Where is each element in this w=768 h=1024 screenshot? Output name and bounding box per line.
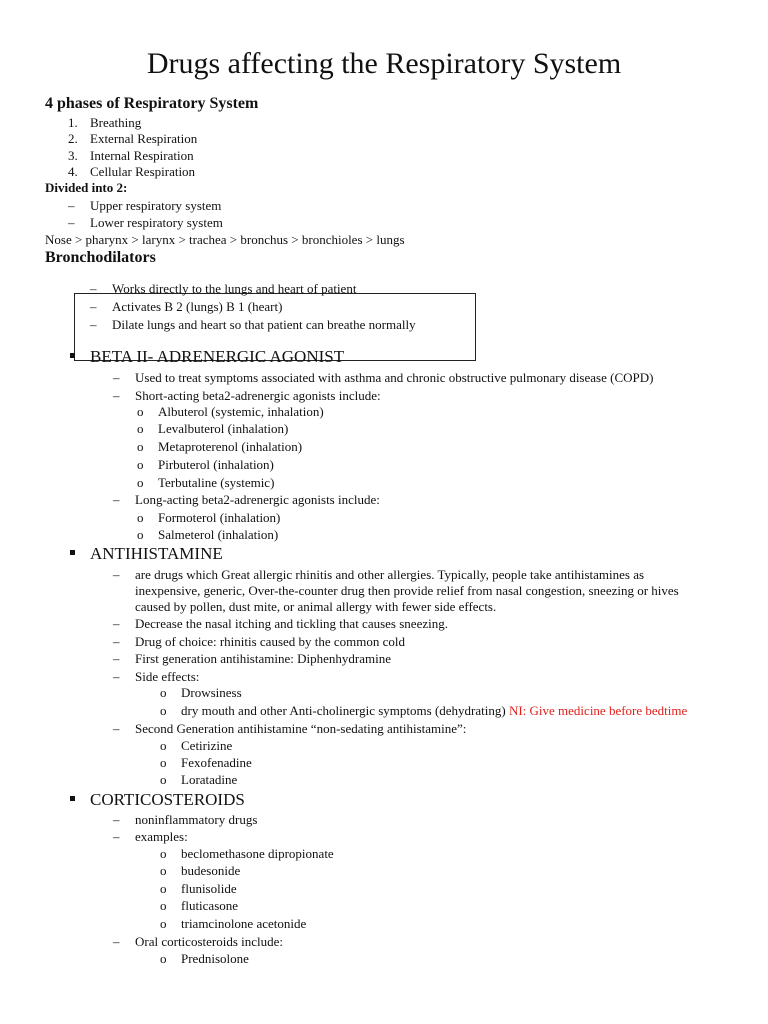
side-effect-item [181,702,687,719]
divided-item: Lower respiratory system [90,215,223,230]
circle-marker: o [160,738,167,753]
side-effect-item: Drowsiness [181,685,242,700]
dash-marker: – [113,651,120,666]
dash-marker: – [113,721,120,736]
circle-marker: o [160,881,167,896]
phases-heading: 4 phases of Respiratory System [45,95,259,112]
short-acting-item: Terbutaline (systemic) [158,475,275,490]
dash-marker: – [113,567,120,582]
circle-marker: o [160,846,167,861]
bronchodilator-item: Dilate lungs and heart so that patient can breathe normally [112,317,416,332]
circle-marker: o [137,475,144,490]
beta-use: Used to treat symptoms associated with asthma and chronic obstructive pulmonary disease (COPD) [135,370,654,385]
phase-item: Internal Respiration [90,148,194,163]
dash-marker: – [90,281,97,296]
square-bullet [70,353,75,358]
dash-marker: – [113,634,120,649]
dash-marker: – [113,934,120,949]
phase-num: 3. [68,148,78,163]
square-bullet [70,796,75,801]
dash-marker: – [113,388,120,403]
antihistamine-heading: ANTIHISTAMINE [90,544,223,563]
circle-marker: o [160,916,167,931]
side-effects-label: Side effects: [135,669,200,684]
corticosteroid-example: triamcinolone acetonide [181,916,307,931]
antihistamine-desc-line: caused by pollen, dust mite, or animal allergy with fewer side effects. [135,599,497,614]
circle-marker: o [160,898,167,913]
corticosteroid-example: fluticasone [181,898,239,913]
divided-heading: Divided into 2: [45,180,128,195]
circle-marker: o [160,863,167,878]
circle-marker: o [160,772,167,787]
circle-marker: o [160,951,167,966]
circle-marker: o [160,703,167,718]
nursing-note: NI: Give medicine before bedtime [508,703,688,718]
airway-path: Nose > pharynx > larynx > trachea > bronchus > bronchioles > lungs [45,232,405,247]
side-effect-text: dry mouth and other Anti-cholinergic symptoms (dehydrating) [181,703,509,718]
circle-marker: o [160,685,167,700]
bronchodilator-item: Works directly to the lungs and heart of patient [112,281,357,296]
phase-item: External Respiration [90,131,198,146]
square-bullet [70,550,75,555]
dash-marker: – [113,616,120,631]
long-acting-label: Long-acting beta2-adrenergic agonists include: [135,492,380,507]
corticosteroid-item: noninflammatory drugs [135,812,258,827]
corticosteroid-example: beclomethasone dipropionate [181,846,334,861]
corticosteroids-heading: CORTICOSTEROIDS [90,790,245,809]
corticosteroid-example: flunisolide [181,881,237,896]
phase-num: 2. [68,131,78,146]
dash-marker: – [90,299,97,314]
dash-marker: – [68,198,75,213]
antihistamine-item: Drug of choice: rhinitis caused by the common cold [135,634,406,649]
antihistamine-item: Decrease the nasal itching and tickling that causes sneezing. [135,616,448,631]
short-acting-item: Albuterol (systemic, inhalation) [158,404,324,419]
page-title: Drugs affecting the Respiratory System [146,47,622,80]
dash-marker: – [113,492,120,507]
dash-marker: – [113,812,120,827]
circle-marker: o [137,404,144,419]
oral-corticosteroid-item: Prednisolone [181,951,249,966]
antihistamine-desc-line: are drugs which Great allergic rhinitis and other allergies. Typically, people take antihistamines as [135,567,645,582]
second-gen-item: Loratadine [181,772,238,787]
circle-marker: o [137,457,144,472]
dash-marker: – [113,829,120,844]
circle-marker: o [137,439,144,454]
phase-num: 4. [68,164,78,179]
short-acting-item: Pirbuterol (inhalation) [158,457,274,472]
circle-marker: o [137,527,144,542]
phase-num: 1. [68,115,78,130]
circle-marker: o [160,755,167,770]
antihistamine-item: First generation antihistamine: Diphenhydramine [135,651,391,666]
circle-marker: o [137,510,144,525]
second-gen-label: Second Generation antihistamine “non-sedating antihistamine”: [135,721,467,736]
short-acting-item: Levalbuterol (inhalation) [158,421,289,436]
second-gen-item: Cetirizine [181,738,233,753]
dash-marker: – [90,317,97,332]
short-acting-item: Metaproterenol (inhalation) [158,439,303,454]
phase-item: Cellular Respiration [90,164,196,179]
corticosteroid-item: examples: [135,829,188,844]
antihistamine-desc-line: inexpensive, generic, Over-the-counter drug then provide relief from nasal congestion, sneezing or hives [135,583,679,598]
long-acting-item: Formoterol (inhalation) [158,510,281,525]
short-acting-label: Short-acting beta2-adrenergic agonists include: [135,388,381,403]
dash-marker: – [113,370,120,385]
oral-corticosteroids-label: Oral corticosteroids include: [135,934,284,949]
circle-marker: o [137,421,144,436]
second-gen-item: Fexofenadine [181,755,252,770]
dash-marker: – [113,669,120,684]
corticosteroid-example: budesonide [181,863,241,878]
beta-heading: BETA II- ADRENERGIC AGONIST [90,347,345,366]
bronchodilator-item: Activates B 2 (lungs) B 1 (heart) [112,299,283,314]
phase-item: Breathing [90,115,142,130]
dash-marker: – [68,215,75,230]
bronchodilators-heading: Bronchodilators [45,249,156,266]
long-acting-item: Salmeterol (inhalation) [158,527,279,542]
divided-item: Upper respiratory system [90,198,222,213]
